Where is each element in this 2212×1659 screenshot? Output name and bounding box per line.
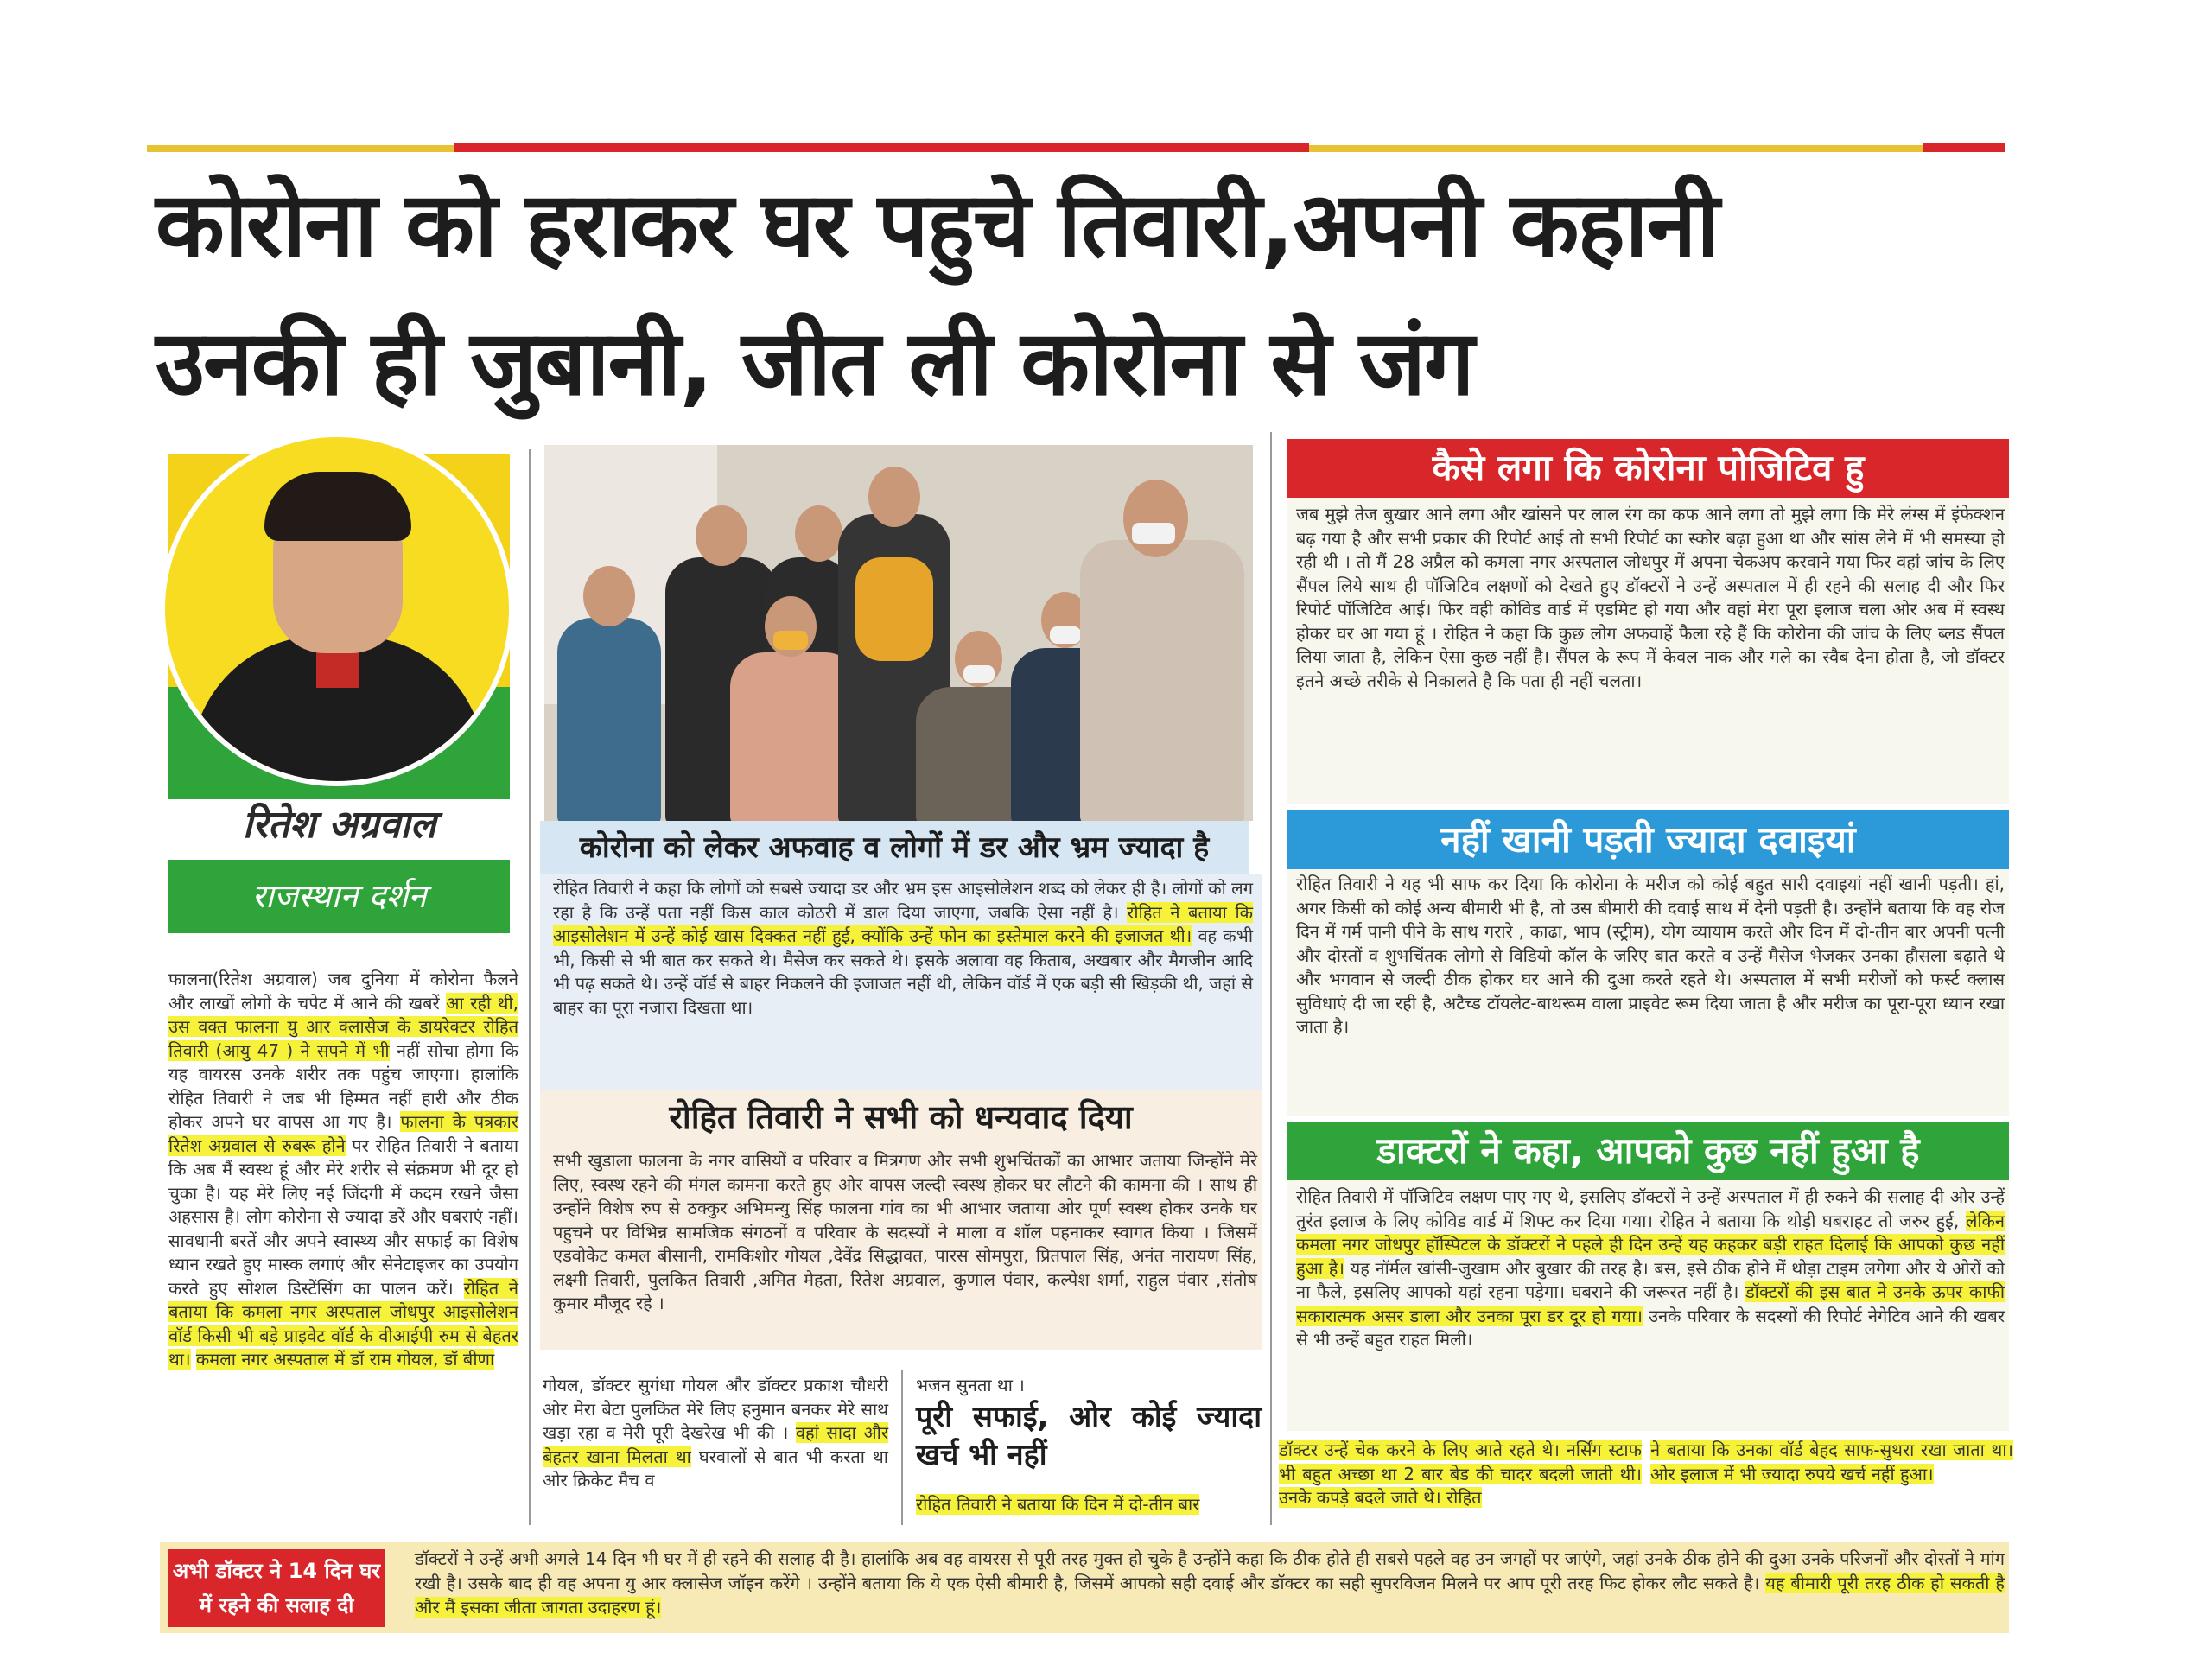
right-bottom-right-highlight: ने बताया कि उनका वॉर्ड बेहद साफ-सुथरा रखा जाता था। ओर इलाज में भी ज्यादा रुपये खर्च नहीं हुआ। [1650, 1440, 2013, 1484]
right-bottom-left [1279, 1439, 1642, 1510]
right-section-1-text: जब मुझे तेज बुखार आने लगा और खांसने पर लाल रंग का कफ आने लगा तो मुझे लगा कि मेरे लंग्स में इंफेक्शन बढ़ गया है और सभी प्रकार की रिपोर्ट आई तो सभी रिपोर्ट का स्कोर बढ़ा हुआ था और सांस लेने में भी समस्या हो रही थी । तो मैं 28 अप्रैल को कमला नगर अस्पताल जोधपुर में अपना चेकअप करवाने गया फिर वहां जांच के लिए सैंपल लिये साथ ही पॉजिटिव लक्षणों को देखते हुए डॉक्टरों ने उन्हें अस्पताल में ही रहने की सलाह दी और फिर रिपोर्ट पॉजिटिव आई। फिर वही कोविड वार्ड में एडमिट हो गया और वहां मेरा पूरा इलाज चला ओर अब में स्वस्थ होकर घर आ गया हूं । रोहित ने कहा कि कुछ लोग अफवाहें फैला रहे हैं कि कोरोना की जांच के लिए ब्लड सैंपल लिया जाता है, लेकिन ऐसा कुछ नहीं है। सैंपल के रूप में केवल नाक और गले का स्वैब देना होता है, जो डॉक्टर इतने अच्छे तरीके से निकालते है कि पता ही नहीं चलता। [1296, 504, 2005, 691]
headline-line-1: कोरोना को हराकर घर पहुचे तिवारी,अपनी कहानी [156, 172, 1719, 277]
column-divider [529, 449, 531, 1525]
right-highlight-2: डॉक्टरों की इस बात ने उनके ऊपर काफी सकारात्मक असर डाला और उनका पूरा डर दूर हो गया। [1296, 1281, 2005, 1326]
right-section-2-text: रोहित तिवारी ने यह भी साफ कर दिया कि कोरोना के मरीज को कोई बहुत सारी दवाइयां नहीं खानी पड़ती। हां, अगर किसी को कोई अन्य बीमारी भी है, तो उस बीमारी की दवाई साथ में देनी पड़ती है। उन्होंने बताया कि वह रोज दिन में गर्म पानी पीने के साथ गरारे , काढा, भाप (स्ट्रीम), योग व्यायाम करते और दिन में दो-तीन बार अपनी पत्नी और दोस्तों व शुभचिंतक लोगो से विडियो कॉल के जरिए बात करते व उन्हें मैसेज भेजकर उनका हौसला बढ़ाते थे और भगवान से जल्दी ठीक होकर घर आने की दुआ करते रहते थे। अस्पताल में सभी मरीजों को फर्स्ट क्लास सुविधाएं दी जा रही है, अटैच्ड टॉयलेट-बाथरूम वाला प्राइवेट रूम दिया जाता है और मरीज का पूरा-पूरा ध्यान रखा जाता है। [1296, 874, 2005, 1037]
middle-highlight-1: रोहित ने बताया कि आइसोलेशन में उन्हें कोई खास दिक्कत नहीं हुई, क्योंकि उन्हें फोन का इस्तेमाल करने की इजाजत थी। [553, 901, 1253, 946]
footer-paragraph: डॉक्टरों ने उन्हें अभी अगले 14 दिन भी घर में ही रहने की सलाह दी है। हालांकि अब वह वायरस से पूरी तरह मुक्त हो चुके है उन्होंने कहा कि ठीक होते ही सबसे पहले वह उन जगहों पर जाएंगे, जहां उनके ठीक होने की दुआ उनके परिजनों और दोस्तों ने मांग रखी है। उसके बाद ही वह अपना यु आर क्लासेज जॉइन करेंगे । उन्होंने बताया कि ये एक ऐसी बीमारी है, जिसमें आपको सही दवाई और डॉक्टर का सही सुपरविजन मिलने पर आप पूरी तरह फिट होकर लौट सकते है। [415, 1548, 2005, 1593]
right-bottom-right [1650, 1439, 2013, 1486]
heading-doctors-said: डाक्टरों ने कहा, आपको कुछ नहीं हुआ है [1287, 1122, 2009, 1180]
right-paragraph-3-end: उनके परिवार के सदस्यों की रिपोर्ट नेगेटिव आने की खबर से भी उन्हें बहुत राहत मिली। [1296, 1305, 2005, 1350]
right-section-3-text [1296, 1185, 2005, 1352]
thanks-text: सभी खुडाला फालना के नगर वासियों व परिवार व मित्रगण और सभी शुभचिंतकों का आभार जताया जिन्होंने मेरे लिए, स्वस्थ रहने की मंगल कामना करते हुए ओर वापस जल्दी स्वस्थ होकर घर लौटने की कामना की । साथ ही उन्होंने विशेष रुप से ठक्कुर अभिमन्यु सिंह फालना गांव का भी आभार जताया ओर पूर्ण स्वस्थ होकर उनके घर पहुचने पर विभिन्न सामजिक संगठनों व परिवार के सदस्यों ने माला व शॉल पहनाकर स्वागत किया । जिसमें एडवोकेट कमल बीसानी, रामकिशोर गोयल ,देवेंद्र सिद्धावत, पारस सोमपुरा, प्रितपाल सिंह, अनंत नारायण सिंह, लक्ष्मी तिवारी, पुलकित तिवारी ,अमित मेहता, रितेश अग्रवाल, कुणाल पंवार, कल्पेश शर्मा, राहुल पंवार ,संतोष कुमार मौजूद रहे । [553, 1150, 1257, 1313]
footer-highlight: यह बीमारी पूरी तरह ठीक हो सकती है और मैं इसका जीता जागता उदाहरण हूं। [415, 1573, 2005, 1618]
top-rule-red-end [1923, 143, 2005, 152]
photo-mask [773, 631, 808, 650]
middle-bottom-left-text: गोयल, डॉक्टर सुगंधा गोयल और डॉक्टर प्रकाश चौधरी ओर मेरा बेटा पुलकित मेरे लिए हनुमान बनकर मेरे साथ खड़ा रहा व मेरी पूरी देखरेख भी की । [543, 1375, 888, 1443]
photo-head [583, 566, 635, 626]
right-paragraph-3: रोहित तिवारी में पॉजिटिव लक्षण पाए गए थे, इसलिए डॉक्टरों ने उन्हें अस्पताल में ही रुकने की सलाह दी ओर उन्हें तुरंत इलाज के लिए कोविड वार्ड में शिफ्ट कर दिया गया। रोहित ने बताया कि थोड़ी घबराहट तो जरुर हुई, [1296, 1186, 2005, 1231]
left-highlight-1: आ रही थी, उस वक्त फालना यु आर क्लासेज के डायरेक्टर रोहित तिवारी (आयु 47 ) ने सपने में भी [168, 992, 518, 1061]
headline-line-2: उनकी ही जुबानी, जीत ली कोरोना से जंग [156, 310, 1473, 416]
reporter-portrait [160, 432, 514, 786]
reporter-name: रितेश अग्रवाल [242, 803, 436, 847]
footer-label: अभी डॉक्टर ने 14 दिन घर में रहने की सलाह दी [168, 1549, 385, 1627]
right-paragraph-3-mid: यह नॉर्मल खांसी-जुखाम और बुखार की तरह है। बस, इसे ठीक होने में थोड़ा टाइम लगेगा और ये ओरों को ना फैले, इसलिए आपको यहां रहना पड़ेगा। घबराने की जरूरत नहीं है। [1296, 1257, 2005, 1302]
photo-head [795, 505, 842, 562]
middle-bottom-right-highlight: रोहित तिवारी ने बताया कि दिन में दो-तीन बार [916, 1493, 1200, 1515]
middle-paragraph-1-end: वह कभी भी, किसी से भी बात कर सकते थे। मैसेज कर सकते थे। इसके अलावा वह किताब, अखबार और मैगजीन आदि भी पढ़ सकते थे। उन्हें वॉर्ड से बाहर निकलने की इजाजत नहीं थी, लेकिन वॉर्ड में एक बड़ी सी खिड़की थी, जहां से बाहर का पूरा नजारा दिखता था। [553, 925, 1254, 1018]
photo-person [557, 618, 661, 821]
middle-bottom-left-end: घरवालों से बात भी करता था ओर क्रिकेट मैच व [543, 1446, 888, 1491]
heading-corona-positive: कैसे लगा कि कोरोना पोजिटिव हु [1287, 439, 2009, 498]
left-highlight-2: फालना के पत्रकार रितेश अग्रवाल से रुबरू होने [168, 1111, 518, 1156]
left-column-text [168, 968, 518, 1372]
right-highlight-1: लेकिन कमला नगर जोधपुर हॉस्पिटल के डॉक्टरों ने पहले ही दिन उन्हें यह कहकर बड़ी राहत दिलाई कि आपको कुछ नहीं हुआ है। [1296, 1210, 2005, 1279]
top-rule-red [454, 143, 1309, 152]
left-paragraph-1: फालना(रितेश अग्रवाल) जब दुनिया में कोरोना फैलने और लाखों लोगों के चपेट में आने की खबरें [168, 969, 518, 1014]
middle-paragraph-1: रोहित तिवारी ने कहा कि लोगों को सबसे ज्यादा डर और भ्रम इस आइसोलेशन शब्द को लेकर ही है। लोगों को लग रहा है कि उन्हें पता नहीं किस काल कोठरी में डाल दिया जाएगा, जबकि ऐसा नहीं है। [553, 878, 1253, 923]
middle-section-1-text [553, 877, 1253, 1020]
photo-head [868, 467, 920, 527]
group-photo [544, 445, 1253, 821]
photo-mask [1132, 523, 1175, 544]
middle-bottom-left [543, 1374, 888, 1493]
publication-name: राजस्थान दर्शन [251, 877, 427, 915]
column-divider [901, 1370, 903, 1525]
photo-caption: कोरोना को लेकर अफवाह व लोगों में डर और भ्रम ज्यादा है [579, 830, 1210, 865]
portrait-hair [264, 472, 411, 541]
photo-garland [855, 557, 933, 661]
left-paragraph-2: नहीं सोचा होगा कि यह वायरस उनके शरीर तक पहुंच जाएगा। हालांकि रोहित तिवारी ने जब भी हिम्मत नहीं हारी और ठीक होकर अपने घर वापस आ गए है। [168, 1039, 518, 1132]
middle-bottom-left-highlight: वहां सादा और बेहतर खाना मिलता था [543, 1422, 888, 1467]
cleanliness-subheading: पूरी सफाई, ओर कोई ज्यादा खर्च भी नहीं [916, 1399, 1262, 1472]
middle-bottom-right [916, 1374, 1262, 1516]
heading-medicines: नहीं खानी पड़ती ज्यादा दवाइयां [1287, 810, 2009, 869]
middle-bottom-right-text: भजन सुनता था । [916, 1375, 1025, 1395]
photo-mask [963, 665, 995, 683]
left-highlight-4: कमला नगर अस्पताल में डॉ राम गोयल, डॉ बीणा [195, 1349, 495, 1370]
photo-person [1080, 540, 1244, 821]
photo-head [1123, 480, 1188, 557]
photo-head [696, 505, 747, 566]
footer-text [415, 1547, 2005, 1619]
left-highlight-3: रोहित ने बताया कि कमला नगर अस्पताल जोधपुर आइसोलेशन वॉर्ड किसी भी बड़े प्राइवेट वॉर्ड के वीआईपी रुम से बेहतर था। [168, 1277, 519, 1370]
column-divider [1270, 432, 1272, 1525]
thanks-heading: रोहित तिवारी ने सभी को धन्यवाद दिया [669, 1098, 1133, 1136]
left-paragraph-3: पर रोहित तिवारी ने बताया कि अब मैं स्वस्थ हूं और मेरे शरीर से संक्रमण भी दूर हो चुका है। यह मेरे लिए नई जिंदगी में कदम रखने जैसा अहसास है। लोग कोरोना से ज्यादा डरें और घबराएं नहीं। सावधानी बरतें और अपने स्वास्थ्य और सफाई का विशेष ध्यान रखते हुए मास्क लगाएं और सेनेटाइजर का उपयोग करते हुए सोशल डिस्टेंसिंग का पालन करें। [168, 1135, 519, 1299]
photo-mask [1050, 626, 1081, 644]
right-bottom-left-highlight: डॉक्टर उन्हें चेक करने के लिए आते रहते थे। नर्सिंग स्टाफ भी बहुत अच्छा था 2 बार बेड की चादर बदली जाती थी। उनके कपड़े बदले जाते थे। रोहित [1279, 1440, 1642, 1508]
